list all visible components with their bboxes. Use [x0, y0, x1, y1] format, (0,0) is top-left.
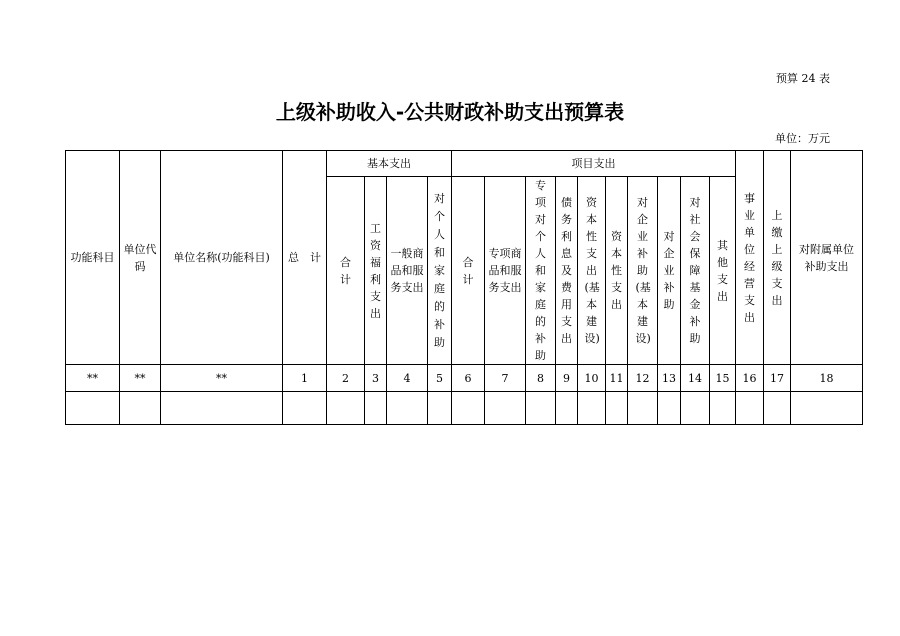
header-enterprise: 对企业补助 [658, 177, 681, 365]
index-cell: 6 [452, 365, 485, 392]
header-capital-basic: 资本性支出(基本建设) [578, 177, 606, 365]
data-cell [681, 392, 710, 425]
data-cell [606, 392, 628, 425]
header-project: 项目支出 [452, 151, 736, 177]
data-cell [578, 392, 606, 425]
index-cell: 1 [283, 365, 327, 392]
index-cell: 16 [736, 365, 764, 392]
data-cell [327, 392, 365, 425]
header-total: 总 计 [283, 151, 327, 365]
index-row [66, 365, 863, 392]
data-cell [120, 392, 161, 425]
header-debt: 债务利息及费用支出 [556, 177, 578, 365]
index-cell: 15 [710, 365, 736, 392]
header-wage: 工资福利支出 [365, 177, 387, 365]
budget-table [65, 150, 863, 425]
data-cell [485, 392, 526, 425]
data-cell [556, 392, 578, 425]
data-cell [283, 392, 327, 425]
header-unit-name: 单位名称(功能科目) [161, 151, 283, 365]
data-cell [628, 392, 658, 425]
index-cell: 17 [764, 365, 791, 392]
header-proj-personal: 专项对个人和家庭的补助 [526, 177, 556, 365]
index-cell: 14 [681, 365, 710, 392]
data-cell [736, 392, 764, 425]
index-cell: 5 [428, 365, 452, 392]
unit-label: 单位：万元 [775, 132, 830, 145]
index-cell: 3 [365, 365, 387, 392]
header-remit: 上缴上级支出 [764, 151, 791, 365]
index-cell: 7 [485, 365, 526, 392]
data-cell [365, 392, 387, 425]
data-cell [387, 392, 428, 425]
data-cell [710, 392, 736, 425]
header-business: 事业单位经营支出 [736, 151, 764, 365]
index-cell: 8 [526, 365, 556, 392]
form-number: 预算 24 表 [776, 72, 830, 85]
data-cell [658, 392, 681, 425]
index-cell: ** [66, 365, 120, 392]
header-other: 其他支出 [710, 177, 736, 365]
header-goods: 一般商品和服务支出 [387, 177, 428, 365]
index-cell: 9 [556, 365, 578, 392]
index-cell: ** [120, 365, 161, 392]
index-cell: 13 [658, 365, 681, 392]
data-cell [161, 392, 283, 425]
header-basic-sum: 合计 [327, 177, 365, 365]
index-cell: ** [161, 365, 283, 392]
data-cell [66, 392, 120, 425]
data-cell [791, 392, 863, 425]
index-cell: 11 [606, 365, 628, 392]
page-title: 上级补助收入-公共财政补助支出预算表 [275, 100, 625, 124]
data-row [66, 392, 863, 425]
header-basic: 基本支出 [327, 151, 452, 177]
data-cell [428, 392, 452, 425]
data-cell [764, 392, 791, 425]
index-cell: 18 [791, 365, 863, 392]
header-proj-goods: 专项商品和服务支出 [485, 177, 526, 365]
header-subsidiary: 对附属单位补助支出 [791, 151, 863, 365]
index-cell: 10 [578, 365, 606, 392]
header-personal: 对个人和家庭的补助 [428, 177, 452, 365]
data-cell [452, 392, 485, 425]
header-proj-sum: 合计 [452, 177, 485, 365]
index-cell: 4 [387, 365, 428, 392]
header-unit-code: 单位代码 [120, 151, 161, 365]
data-cell [526, 392, 556, 425]
index-cell: 2 [327, 365, 365, 392]
header-func-subject: 功能科目 [66, 151, 120, 365]
header-social: 对社会保障基金补助 [681, 177, 710, 365]
index-cell: 12 [628, 365, 658, 392]
header-capital: 资本性支出 [606, 177, 628, 365]
header-enterprise-basic: 对企业补助(基本建设) [628, 177, 658, 365]
